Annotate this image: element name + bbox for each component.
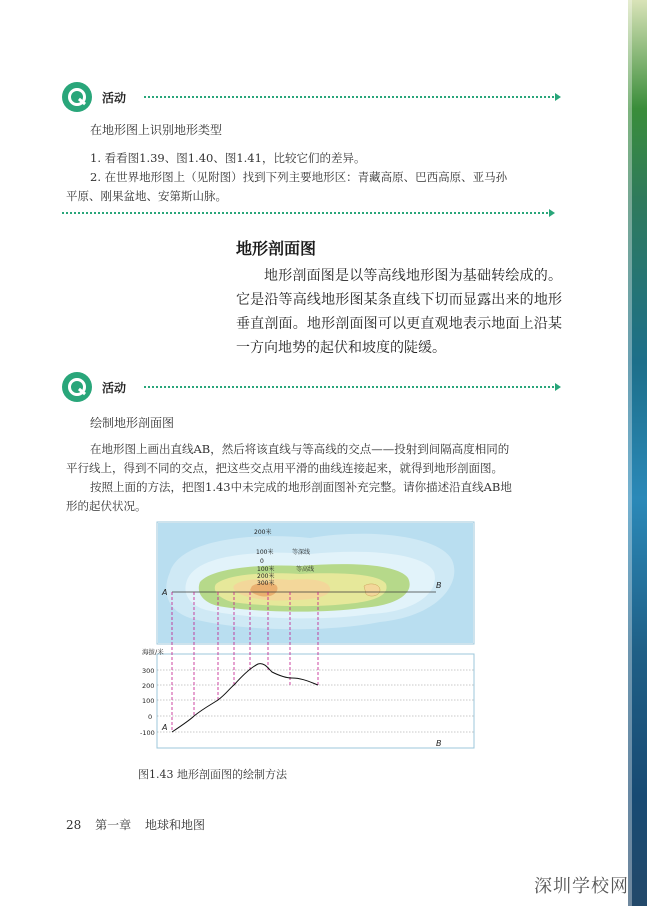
map-label-contour: 等高线 <box>296 566 315 573</box>
profile-tick-0: 0 <box>148 713 153 721</box>
activity-heading: 在地形图上识别地形类型 <box>90 123 223 137</box>
activity-header <box>62 372 558 402</box>
map-label-zero: 0 <box>260 558 264 565</box>
map-label-isobath: 等深线 <box>292 549 311 556</box>
activity-icon <box>62 82 92 112</box>
activity-icon <box>62 372 92 402</box>
activity-item: 平原、刚果盆地、安第斯山脉。 <box>66 189 227 203</box>
chapter-number: 第一章 <box>95 818 132 832</box>
activity-header <box>62 82 558 112</box>
profile-tick-200: 200 <box>142 682 155 690</box>
dotted-arrow-line <box>144 96 558 98</box>
map-label-contour-300: 300米 <box>257 580 275 587</box>
profile-tick-300: 300 <box>142 667 155 675</box>
activity-label: 活动 <box>102 91 127 105</box>
hill-east <box>364 584 380 596</box>
activity-label: 活动 <box>102 381 127 395</box>
chapter-title: 地球和地图 <box>144 818 205 832</box>
map-point-a: A <box>162 588 168 597</box>
page-footer <box>66 816 215 833</box>
profile-panel <box>157 654 474 748</box>
activity-paragraph: 平行线上，得到不同的交点，把这些交点用平滑的曲线连接起来，就得到地形剖面图。 <box>66 461 503 475</box>
map-label-isobath-100: 100米 <box>256 549 274 556</box>
profile-tick-minus-100: -100 <box>140 729 155 737</box>
activity-paragraph: 在地形图上画出直线AB，然后将该直线与等高线的交点——投射到间隔高度相同的 <box>90 442 510 456</box>
page-number: 28 <box>66 818 82 832</box>
activity-item: 2. 在世界地形图上（见附图）找到下列主要地形区：青藏高原、巴西高原、亚马孙 <box>90 170 508 184</box>
figure-caption: 图1.43 地形剖面图的绘制方法 <box>138 768 287 781</box>
page-edge-strip <box>628 0 647 906</box>
profile-ylabel: 海拔/米 <box>142 648 164 656</box>
profile-point-b: B <box>436 739 442 748</box>
activity-paragraph: 形的起伏状况。 <box>66 499 147 513</box>
divider <box>62 212 552 214</box>
profile-tick-100: 100 <box>142 697 155 705</box>
figure-1-43 <box>140 518 480 764</box>
section-title: 地形剖面图 <box>236 239 317 258</box>
watermark: 深圳学校网 <box>534 876 629 897</box>
map-label-contour-200: 200米 <box>257 573 275 580</box>
map-label-isobath-200: 200米 <box>254 529 272 536</box>
activity-paragraph: 按照上面的方法，把图1.43中未完成的地形剖面图补充完整。请你描述沿直线AB地 <box>90 480 512 494</box>
profile-point-a: A <box>162 723 168 732</box>
map-label-contour-100: 100米 <box>257 566 275 573</box>
map-point-b: B <box>436 581 442 590</box>
section-body: 地形剖面图是以等高线地形图为基础转绘成的。它是沿等高线地形图某条直线下切而显露出来的地形垂直剖面。地形剖面图可以更直观地表示地面上沿某一方向地势的起伏和坡度的陡缓。 <box>236 268 562 356</box>
activity-item: 1. 看看图1.39、图1.40、图1.41，比较它们的差异。 <box>90 151 366 165</box>
activity-heading: 绘制地形剖面图 <box>90 416 175 430</box>
dotted-arrow-line <box>144 386 558 388</box>
